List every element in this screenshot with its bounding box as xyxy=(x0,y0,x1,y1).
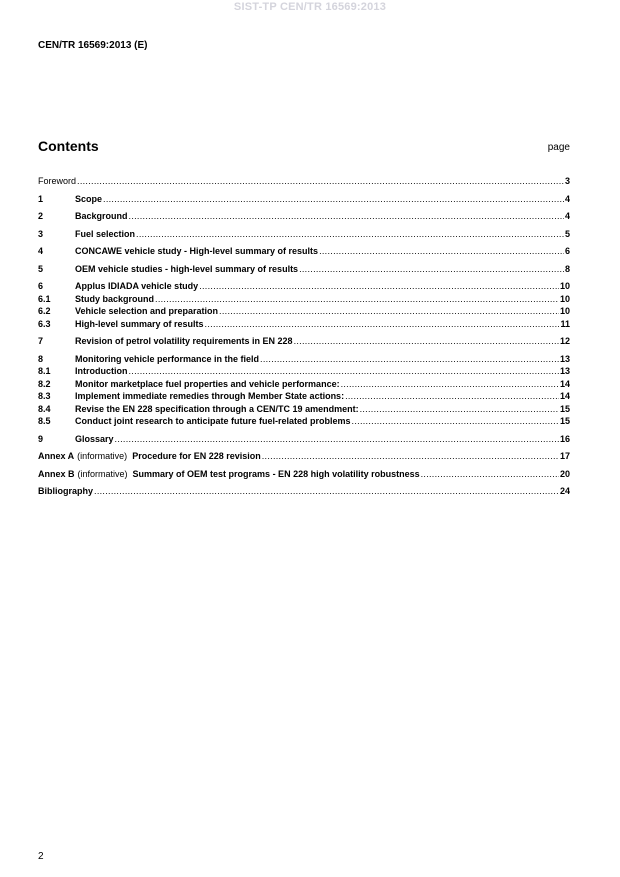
toc-group-scope xyxy=(38,193,570,206)
toc-leader xyxy=(199,280,559,293)
toc-title: Introduction xyxy=(75,366,128,376)
toc-title: Implement immediate remedies through Member State actions: xyxy=(75,391,345,401)
document-id: CEN/TR 16569:2013 (E) xyxy=(38,40,148,51)
toc-page: 17 xyxy=(559,451,570,461)
toc-leader xyxy=(205,318,560,331)
toc-number: 5 xyxy=(38,263,44,274)
toc-entry-concawe[interactable] xyxy=(38,245,570,258)
toc-annex-note: (informative) xyxy=(77,451,128,461)
toc-group-annex-a xyxy=(38,450,570,463)
toc-leader xyxy=(421,468,559,481)
toc-leader xyxy=(294,335,559,348)
toc-page: 15 xyxy=(559,416,570,426)
toc-entry-monitoring[interactable] xyxy=(38,353,570,366)
table-of-contents xyxy=(38,175,570,503)
toc-entry-fuel-selection[interactable] xyxy=(38,228,570,241)
toc-entry-8-5[interactable] xyxy=(38,415,570,428)
toc-page: 24 xyxy=(559,486,570,496)
toc-leader xyxy=(352,415,559,428)
toc-page: 14 xyxy=(559,378,570,389)
toc-title: Conduct joint research to anticipate future fuel-related problems xyxy=(75,416,351,426)
toc-leader xyxy=(360,403,559,416)
toc-page: 14 xyxy=(559,391,570,401)
toc-entry-annex-a[interactable] xyxy=(38,450,570,463)
toc-page: 10 xyxy=(559,281,570,291)
toc-page: 3 xyxy=(564,176,570,186)
toc-leader xyxy=(136,228,564,241)
toc-title: Vehicle selection and preparation xyxy=(75,306,219,316)
toc-title: Monitor marketplace fuel properties and vehicle performance: xyxy=(75,378,340,389)
toc-group-bibliography xyxy=(38,485,570,498)
toc-group-applus xyxy=(38,280,570,330)
toc-title: Bibliography xyxy=(38,486,94,496)
toc-page: 10 xyxy=(559,306,570,316)
toc-group-foreword xyxy=(38,175,570,188)
toc-leader xyxy=(77,175,564,188)
toc-page: 4 xyxy=(564,193,570,204)
watermark: SIST-TP CEN/TR 16569:2013 xyxy=(233,1,387,13)
toc-page: 8 xyxy=(564,263,570,274)
toc-leader xyxy=(260,353,559,366)
toc-leader xyxy=(129,365,559,378)
toc-title: High-level summary of results xyxy=(75,318,204,329)
toc-number: 8.4 xyxy=(38,403,51,414)
toc-annex-label: Annex A xyxy=(38,451,75,461)
toc-leader xyxy=(103,193,564,206)
toc-entry-8-3[interactable] xyxy=(38,390,570,403)
toc-group-fuel-selection xyxy=(38,228,570,241)
toc-group-oem xyxy=(38,263,570,276)
toc-leader xyxy=(319,245,564,258)
toc-entry-annex-b[interactable] xyxy=(38,468,570,481)
toc-leader xyxy=(155,293,559,306)
toc-entry-bibliography[interactable] xyxy=(38,485,570,498)
toc-entry-6-3[interactable] xyxy=(38,318,570,331)
toc-entry-revision[interactable] xyxy=(38,335,570,348)
toc-title: Applus IDIADA vehicle study xyxy=(75,281,199,291)
toc-number: 4 xyxy=(38,246,44,256)
toc-title: Monitoring vehicle performance in the field xyxy=(75,353,260,364)
toc-number: 6.1 xyxy=(38,293,51,304)
toc-number: 8.2 xyxy=(38,378,51,389)
toc-page: 13 xyxy=(559,366,570,376)
toc-group-concawe xyxy=(38,245,570,258)
toc-entry-6-1[interactable] xyxy=(38,293,570,306)
toc-number: 6.3 xyxy=(38,318,51,329)
toc-annex-note: (informative) xyxy=(77,468,128,479)
toc-title: Revise the EN 228 specification through a CEN/TC 19 amendment: xyxy=(75,403,359,414)
toc-number: 3 xyxy=(38,228,44,239)
toc-page: 11 xyxy=(560,318,570,329)
toc-page: 6 xyxy=(564,246,570,256)
toc-number: 6.2 xyxy=(38,306,51,316)
toc-title: Revision of petrol volatility requirements in EN 228 xyxy=(75,336,293,346)
toc-page: 16 xyxy=(559,433,570,444)
toc-group-revision xyxy=(38,335,570,348)
toc-entry-background[interactable] xyxy=(38,210,570,223)
toc-entry-scope[interactable] xyxy=(38,193,570,206)
toc-entry-glossary[interactable] xyxy=(38,433,570,446)
toc-page: 20 xyxy=(559,468,570,479)
toc-title: CONCAWE vehicle study - High-level summary of results xyxy=(75,246,319,256)
toc-group-background xyxy=(38,210,570,223)
toc-entry-foreword[interactable] xyxy=(38,175,570,188)
toc-title: Glossary xyxy=(75,433,114,444)
toc-title: Scope xyxy=(75,193,103,204)
toc-group-monitoring xyxy=(38,353,570,428)
toc-title: Foreword xyxy=(38,176,77,186)
toc-entry-6-2[interactable] xyxy=(38,305,570,318)
toc-title: Summary of OEM test programs - EN 228 high volatility robustness xyxy=(132,468,420,479)
toc-leader xyxy=(341,378,559,391)
toc-annex-label: Annex B xyxy=(38,468,75,479)
toc-leader xyxy=(219,305,559,318)
toc-title: Background xyxy=(75,211,128,221)
toc-page: 13 xyxy=(559,353,570,364)
toc-page: 5 xyxy=(564,228,570,239)
toc-entry-8-4[interactable] xyxy=(38,403,570,416)
toc-leader xyxy=(345,390,559,403)
toc-leader xyxy=(115,433,559,446)
toc-leader xyxy=(262,450,559,463)
toc-leader xyxy=(129,210,564,223)
page-number: 2 xyxy=(38,851,44,862)
page-column-label: page xyxy=(547,142,570,153)
contents-title: Contents xyxy=(38,138,99,154)
toc-number: 2 xyxy=(38,211,44,221)
toc-title: Study background xyxy=(75,293,155,304)
toc-title: Procedure for EN 228 revision xyxy=(132,451,261,461)
toc-number: 6 xyxy=(38,281,44,291)
toc-entry-applus[interactable] xyxy=(38,280,570,293)
toc-page: 4 xyxy=(564,211,570,221)
toc-entry-oem[interactable] xyxy=(38,263,570,276)
toc-entry-8-1[interactable] xyxy=(38,365,570,378)
toc-entry-8-2[interactable] xyxy=(38,378,570,391)
toc-page: 12 xyxy=(559,336,570,346)
toc-number: 7 xyxy=(38,336,44,346)
toc-number: 1 xyxy=(38,193,44,204)
toc-number: 9 xyxy=(38,433,44,444)
toc-number: 8 xyxy=(38,353,44,364)
toc-number: 8.1 xyxy=(38,366,51,376)
toc-leader xyxy=(94,485,559,498)
toc-leader xyxy=(299,263,564,276)
toc-number: 8.3 xyxy=(38,391,51,401)
toc-page: 10 xyxy=(559,293,570,304)
toc-group-annex-b xyxy=(38,468,570,481)
toc-title: OEM vehicle studies - high-level summary of results xyxy=(75,263,299,274)
toc-page: 15 xyxy=(559,403,570,414)
toc-number: 8.5 xyxy=(38,416,51,426)
toc-title: Fuel selection xyxy=(75,228,136,239)
toc-group-glossary xyxy=(38,433,570,446)
